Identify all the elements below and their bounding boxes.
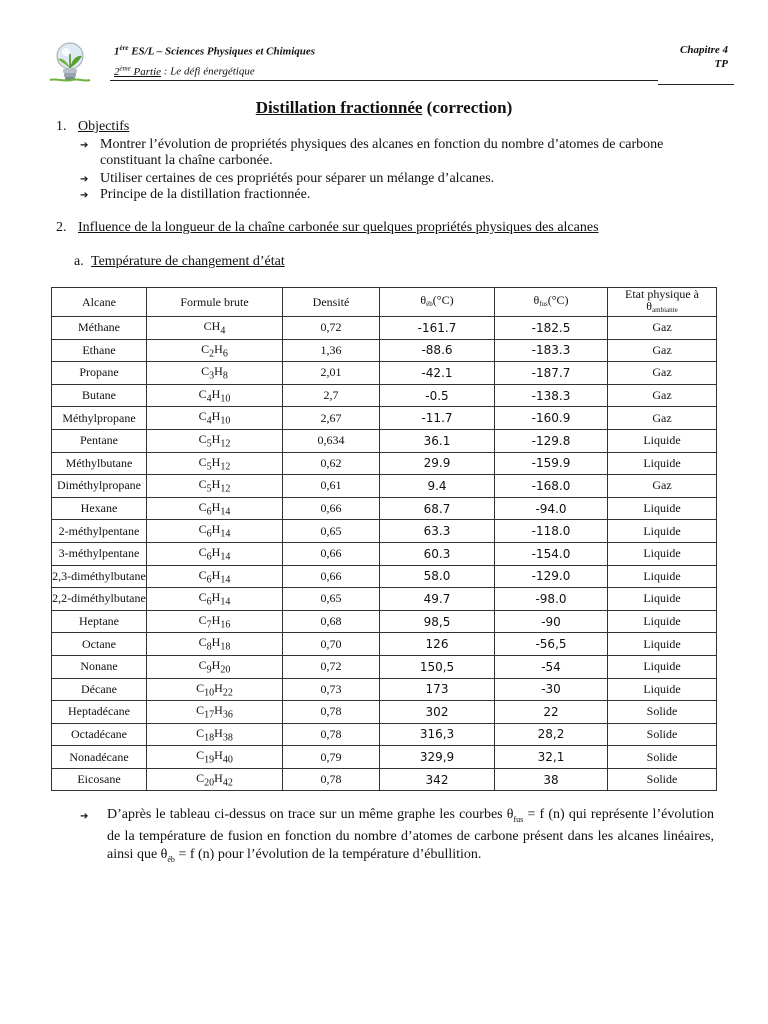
cell-densite: 0,73 — [283, 678, 380, 701]
part-title: 2ème Partie : Le défi énergétique — [114, 64, 255, 78]
table-row — [52, 746, 717, 769]
alkane-properties-table — [51, 287, 717, 791]
cell-alcane: Octane — [52, 633, 147, 656]
cell-etat: Solide — [608, 746, 717, 769]
cell-teb: 9.4 — [380, 475, 495, 498]
course-title: 1ère ES/L – Sciences Physiques et Chimiques — [114, 44, 316, 58]
cell-alcane: Nonane — [52, 655, 147, 678]
cell-densite: 0,634 — [283, 429, 380, 452]
cell-densite: 2,01 — [283, 362, 380, 385]
cell-tfus: -129.8 — [495, 429, 608, 452]
header-alcane: Alcane — [52, 288, 147, 317]
cell-densite: 0,62 — [283, 452, 380, 475]
cell-formule: $C_7H_{16}$ — [147, 610, 283, 633]
table-row — [52, 588, 717, 611]
cell-alcane: Heptane — [52, 610, 147, 633]
arrow-right-icon: ➔ — [80, 811, 89, 822]
cell-tfus: 32,1 — [495, 746, 608, 769]
cell-densite: 0,78 — [283, 723, 380, 746]
cell-etat: Liquide — [608, 452, 717, 475]
cell-formule: $C_2H_6$ — [147, 339, 283, 362]
table-row — [52, 610, 717, 633]
cell-densite: 2,67 — [283, 407, 380, 430]
cell-formule: $C_6H_{14}$ — [147, 565, 283, 588]
cell-teb: 173 — [380, 678, 495, 701]
cell-densite: 0,65 — [283, 520, 380, 543]
cell-etat: Liquide — [608, 610, 717, 633]
cell-formule: $C_{18}H_{38}$ — [147, 723, 283, 746]
cell-tfus: 38 — [495, 768, 608, 791]
cell-teb: -0.5 — [380, 384, 495, 407]
cell-alcane: Méthylbutane — [52, 452, 147, 475]
table-row — [52, 520, 717, 543]
cell-densite: 0,66 — [283, 542, 380, 565]
cell-alcane: Diméthylpropane — [52, 475, 147, 498]
cell-alcane: 2,2-diméthylbutane — [52, 588, 147, 611]
cell-alcane: Pentane — [52, 429, 147, 452]
cell-etat: Liquide — [608, 565, 717, 588]
table-row — [52, 452, 717, 475]
cell-tfus: -90 — [495, 610, 608, 633]
cell-etat: Liquide — [608, 542, 717, 565]
header-rule-right — [658, 84, 734, 85]
cell-densite: 0,68 — [283, 610, 380, 633]
cell-etat: Liquide — [608, 429, 717, 452]
table-row — [52, 384, 717, 407]
cell-tfus: -138.3 — [495, 384, 608, 407]
cell-teb: 60.3 — [380, 542, 495, 565]
cell-formule: $C_6H_{14}$ — [147, 542, 283, 565]
cell-densite: 0,61 — [283, 475, 380, 498]
cell-etat: Gaz — [608, 407, 717, 430]
cell-formule: $C_8H_{18}$ — [147, 633, 283, 656]
cell-teb: -161.7 — [380, 317, 495, 340]
cell-alcane: Nonadécane — [52, 746, 147, 769]
header-formule: Formule brute — [147, 288, 283, 317]
cell-formule: $C_4H_{10}$ — [147, 407, 283, 430]
cell-alcane: Décane — [52, 678, 147, 701]
table-row — [52, 768, 717, 791]
arrow-right-icon: ➔ — [80, 174, 89, 185]
cell-formule: $C_3H_8$ — [147, 362, 283, 385]
table-row — [52, 429, 717, 452]
cell-densite: 1,36 — [283, 339, 380, 362]
cell-teb: 68.7 — [380, 497, 495, 520]
cell-tfus: -30 — [495, 678, 608, 701]
cell-alcane: Octadécane — [52, 723, 147, 746]
cell-teb: 58.0 — [380, 565, 495, 588]
header-rule — [110, 80, 658, 81]
cell-alcane: 2,3-diméthylbutane — [52, 565, 147, 588]
cell-densite: 2,7 — [283, 384, 380, 407]
cell-teb: 329,9 — [380, 746, 495, 769]
cell-tfus: -159.9 — [495, 452, 608, 475]
cell-tfus: -154.0 — [495, 542, 608, 565]
table-row — [52, 655, 717, 678]
arrow-right-icon: ➔ — [80, 190, 89, 201]
cell-tfus: -118.0 — [495, 520, 608, 543]
cell-formule: $C_{19}H_{40}$ — [147, 746, 283, 769]
cell-teb: 98,5 — [380, 610, 495, 633]
tp-label: TP — [714, 58, 728, 70]
cell-densite: 0,66 — [283, 565, 380, 588]
cell-teb: -88.6 — [380, 339, 495, 362]
table-row — [52, 317, 717, 340]
arrow-right-icon: ➔ — [80, 140, 89, 151]
cell-etat: Liquide — [608, 655, 717, 678]
cell-densite: 0,72 — [283, 655, 380, 678]
table-row — [52, 678, 717, 701]
header-densite: Densité — [283, 288, 380, 317]
page-title: Distillation fractionnée (correction) — [255, 98, 513, 117]
cell-tfus: -187.7 — [495, 362, 608, 385]
table-header-row — [52, 288, 717, 317]
cell-tfus: -129.0 — [495, 565, 608, 588]
cell-densite: 0,66 — [283, 497, 380, 520]
header-tfus: θfus(°C) — [495, 288, 608, 317]
cell-tfus: -160.9 — [495, 407, 608, 430]
cell-alcane: Méthylpropane — [52, 407, 147, 430]
cell-formule: $C_6H_{14}$ — [147, 520, 283, 543]
cell-etat: Gaz — [608, 384, 717, 407]
table-row — [52, 723, 717, 746]
lightbulb-plant-icon — [44, 40, 94, 86]
cell-formule: $C_6H_{14}$ — [147, 497, 283, 520]
cell-tfus: -98.0 — [495, 588, 608, 611]
cell-formule: $C_{20}H_{42}$ — [147, 768, 283, 791]
cell-etat: Solide — [608, 723, 717, 746]
conclusion-paragraph: ➔ D’après le tableau ci-dessus on trace sur un même graphe les courbes $\theta_{fus} = f$ (n) qui représente l’évolution de la température de fusion en fonction du nombre d’atomes de carbone présent dans les alcanes linéaires, ainsi que $\theta_{éb} = f$ (n) pour l’évolution de la température d’ébullition. — [80, 807, 714, 864]
cell-alcane: 3-méthylpentane — [52, 542, 147, 565]
cell-teb: -42.1 — [380, 362, 495, 385]
cell-densite: 0,70 — [283, 633, 380, 656]
cell-etat: Solide — [608, 768, 717, 791]
cell-etat: Liquide — [608, 633, 717, 656]
cell-teb: 126 — [380, 633, 495, 656]
table-row — [52, 565, 717, 588]
cell-formule: $C_5H_{12}$ — [147, 452, 283, 475]
cell-etat: Liquide — [608, 678, 717, 701]
cell-densite: 0,78 — [283, 701, 380, 724]
cell-teb: 29.9 — [380, 452, 495, 475]
cell-alcane: 2-méthylpentane — [52, 520, 147, 543]
cell-alcane: Propane — [52, 362, 147, 385]
cell-etat: Liquide — [608, 588, 717, 611]
objective-bullet: ➔ Montrer l’évolution de propriétés physiques des alcanes en fonction du nombre d’atomes de carbone constituant la chaîne carbonée. — [80, 137, 664, 168]
cell-alcane: Heptadécane — [52, 701, 147, 724]
cell-densite: 0,79 — [283, 746, 380, 769]
table-row — [52, 542, 717, 565]
cell-tfus: -182.5 — [495, 317, 608, 340]
cell-teb: 150,5 — [380, 655, 495, 678]
cell-etat: Liquide — [608, 497, 717, 520]
table-row — [52, 633, 717, 656]
cell-etat: Gaz — [608, 475, 717, 498]
table-row — [52, 475, 717, 498]
cell-formule: $C_6H_{14}$ — [147, 588, 283, 611]
cell-teb: -11.7 — [380, 407, 495, 430]
cell-alcane: Butane — [52, 384, 147, 407]
cell-formule: $C_4H_{10}$ — [147, 384, 283, 407]
header-etat: Etat physique à θambiante — [608, 288, 717, 317]
cell-tfus: -168.0 — [495, 475, 608, 498]
cell-alcane: Eicosane — [52, 768, 147, 791]
cell-etat: Liquide — [608, 520, 717, 543]
cell-alcane: Hexane — [52, 497, 147, 520]
section-2-heading: 2. Influence de la longueur de la chaîne carbonée sur quelques propriétés physiques des alcanes — [56, 220, 599, 235]
cell-tfus: -56,5 — [495, 633, 608, 656]
cell-teb: 36.1 — [380, 429, 495, 452]
cell-teb: 63.3 — [380, 520, 495, 543]
table-row — [52, 701, 717, 724]
cell-etat: Gaz — [608, 339, 717, 362]
cell-densite: 0,72 — [283, 317, 380, 340]
cell-formule: $C_9H_{20}$ — [147, 655, 283, 678]
chapter-label: Chapitre 4 — [680, 44, 728, 56]
cell-tfus: 22 — [495, 701, 608, 724]
page-header — [40, 38, 732, 86]
cell-alcane: Méthane — [52, 317, 147, 340]
cell-formule: $C_5H_{12}$ — [147, 475, 283, 498]
cell-formule: $CH_4$ — [147, 317, 283, 340]
objective-bullet: ➔ Utiliser certaines de ces propriétés pour séparer un mélange d’alcanes. — [80, 171, 495, 186]
cell-formule: $C_{10}H_{22}$ — [147, 678, 283, 701]
header-teb: θéb(°C) — [380, 288, 495, 317]
table-row — [52, 339, 717, 362]
cell-tfus: -94.0 — [495, 497, 608, 520]
cell-tfus: -183.3 — [495, 339, 608, 362]
cell-formule: $C_{17}H_{36}$ — [147, 701, 283, 724]
table-row — [52, 407, 717, 430]
table-row — [52, 362, 717, 385]
cell-formule: $C_5H_{12}$ — [147, 429, 283, 452]
cell-tfus: 28,2 — [495, 723, 608, 746]
cell-etat: Gaz — [608, 362, 717, 385]
subsection-a-heading: a. Température de changement d’état — [74, 254, 285, 269]
cell-densite: 0,78 — [283, 768, 380, 791]
cell-alcane: Ethane — [52, 339, 147, 362]
cell-tfus: -54 — [495, 655, 608, 678]
cell-teb: 49.7 — [380, 588, 495, 611]
objective-bullet: ➔ Principe de la distillation fractionnée. — [80, 187, 311, 202]
section-1-heading: 1. Objectifs — [56, 119, 130, 134]
table-row — [52, 497, 717, 520]
cell-etat: Gaz — [608, 317, 717, 340]
cell-teb: 316,3 — [380, 723, 495, 746]
cell-teb: 302 — [380, 701, 495, 724]
cell-teb: 342 — [380, 768, 495, 791]
cell-densite: 0,65 — [283, 588, 380, 611]
cell-etat: Solide — [608, 701, 717, 724]
